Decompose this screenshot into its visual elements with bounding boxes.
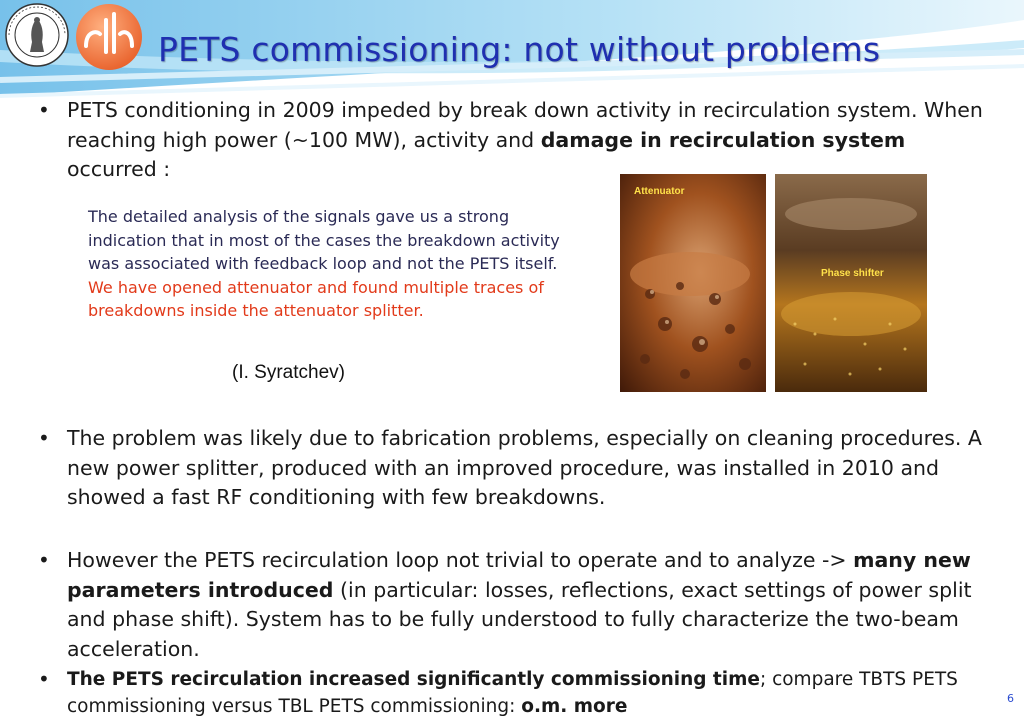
- phase-shifter-photo: [775, 174, 927, 392]
- bullet-dot: •: [38, 98, 50, 122]
- quote-dark-text: The detailed analysis of the signals gave us a strong indication that in most of the cases the breakdown activity was associated with feedback loop and not the PETS itself.: [88, 207, 560, 273]
- bullet-2: [38, 424, 983, 513]
- quote-credit: (I. Syratchev): [232, 362, 345, 383]
- quote-block: [88, 205, 568, 323]
- bullet-3: [38, 546, 983, 664]
- bullet-dot: •: [38, 426, 50, 450]
- bullet-4: [38, 666, 983, 720]
- quote-red-text: We have opened attenuator and found multiple traces of breakdowns inside the attenuator splitter.: [88, 277, 544, 320]
- clic-logo-icon: [74, 2, 144, 72]
- bullet-4-text: The PETS recirculation increased significantly commissioning time; compare TBTS PETS commissioning versus TBL PETS commissioning: o.m. more: [67, 669, 958, 717]
- bullet-dot: •: [38, 548, 50, 572]
- attenuator-photo: [620, 174, 766, 392]
- phase-shifter-label: Phase shifter: [821, 268, 884, 279]
- bullet-dot: •: [38, 667, 50, 691]
- bullet-1: [38, 96, 983, 185]
- university-seal-icon: [4, 2, 70, 68]
- bullet-2-text: The problem was likely due to fabrication problems, especially on cleaning procedures. A new power splitter, produced with an improved procedure, was installed in 2010 and showed a fast RF conditioning with few breakdowns.: [67, 426, 982, 509]
- bullet-1-text: PETS conditioning in 2009 impeded by break down activity in recirculation system. When reaching high power (~100 MW), activity and damage in recirculation system occurred :: [67, 98, 983, 181]
- attenuator-label: Attenuator: [634, 186, 685, 197]
- bullet-3-text: However the PETS recirculation loop not trivial to operate and to analyze -> many new parameters introduced (in particular: losses, reflections, exact settings of power split and phase shift). System has to be fully understood to fully characterize the two-beam acceleration.: [67, 548, 972, 661]
- page-number: 6: [1007, 692, 1014, 705]
- slide-title: PETS commissioning: not without problems: [158, 30, 881, 69]
- phase-shifter-photo-image: [775, 174, 927, 392]
- attenuator-photo-image: [620, 174, 766, 392]
